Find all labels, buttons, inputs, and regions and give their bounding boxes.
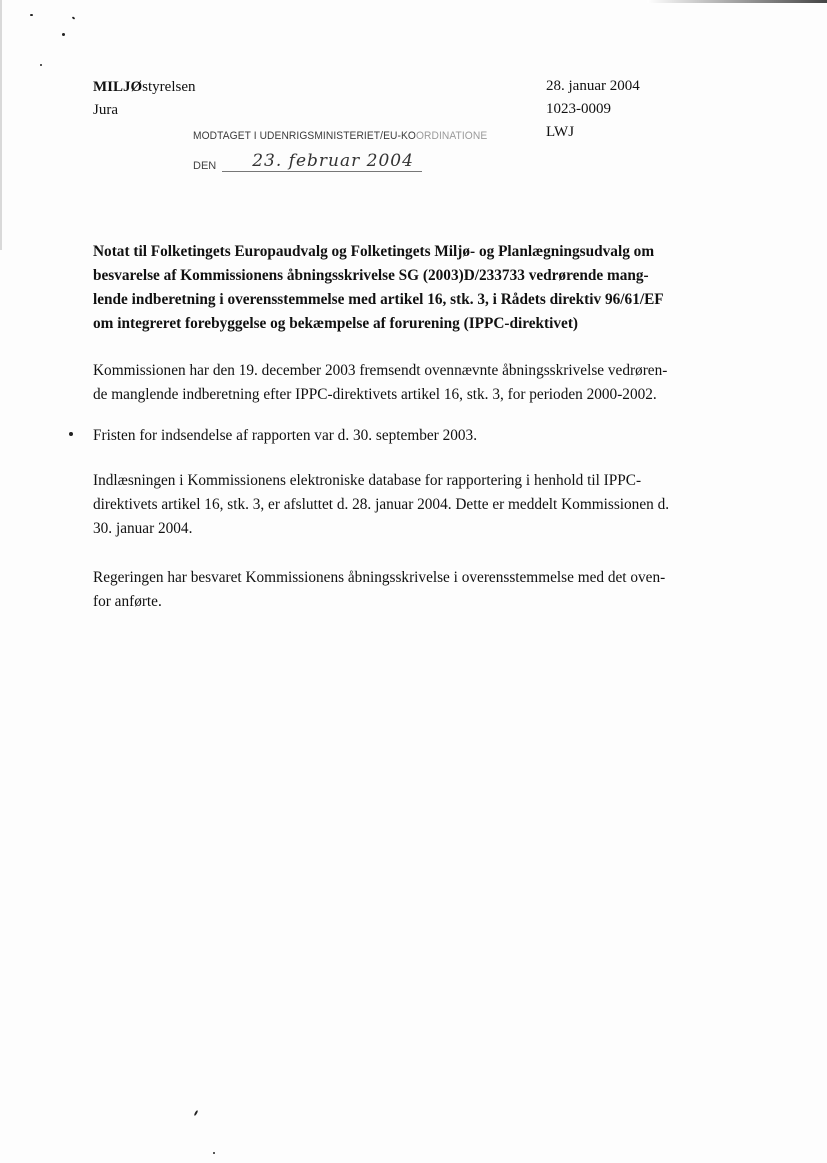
stamp-date-line bbox=[222, 149, 422, 172]
scan-speck bbox=[213, 1152, 215, 1154]
stamp-received-faded: ORDINATIONE bbox=[415, 130, 488, 142]
scan-speck bbox=[72, 16, 76, 19]
heading-line: lende indberetning i overensstemmelse med artikel 16, stk. 3, i Rådets direktiv 96/61/EF bbox=[93, 291, 664, 308]
margin-mark bbox=[69, 432, 73, 436]
stamp-date-label: DEN bbox=[193, 160, 217, 172]
scan-speck bbox=[30, 14, 33, 16]
paragraph-line: de manglende indberetning efter IPPC-direktivets artikel 16, stk. 3, for perioden 2000-2002. bbox=[93, 386, 657, 403]
paragraph-deadline bbox=[93, 424, 733, 448]
stamp-received-text bbox=[193, 130, 487, 142]
sender-org-bold: MILJØ bbox=[93, 79, 143, 95]
sender-org-rest: styrelsen bbox=[142, 79, 196, 95]
document-heading bbox=[93, 240, 733, 336]
paragraph-line: Fristen for indsendelse af rapporten var d. 30. september 2003. bbox=[93, 427, 478, 444]
paragraph-government-reply bbox=[93, 566, 733, 614]
sender-organization bbox=[93, 76, 196, 99]
scan-speck bbox=[194, 1110, 199, 1116]
stamp-received-main: MODTAGET I UDENRIGSMINISTERIET/EU-KO bbox=[193, 130, 416, 142]
document-reference: 1023-0009 bbox=[546, 101, 611, 117]
stamp-handwritten-date: 23. februar 2004 bbox=[252, 151, 414, 171]
paragraph-line: direktivets artikel 16, stk. 3, er afsluttet d. 28. januar 2004. Dette er meddelt Kommissionen d. bbox=[93, 496, 670, 513]
document-date: 28. januar 2004 bbox=[546, 78, 640, 94]
paragraph-database-upload bbox=[93, 469, 733, 541]
heading-line: besvarelse af Kommissionens åbningsskrivelse SG (2003)D/233733 vedrørende mang- bbox=[93, 267, 649, 284]
scan-edge-left bbox=[0, 0, 2, 250]
stamp-date-row bbox=[193, 149, 509, 172]
scan-speck bbox=[62, 33, 65, 36]
scan-speck bbox=[40, 64, 42, 66]
document-meta bbox=[546, 75, 640, 144]
paragraph-line: for anførte. bbox=[93, 593, 162, 610]
document-initials: LWJ bbox=[546, 124, 575, 140]
sender-department: Jura bbox=[93, 102, 118, 118]
sender-block bbox=[93, 76, 196, 122]
received-stamp bbox=[193, 130, 509, 172]
paragraph-commission-letter bbox=[93, 359, 733, 407]
paragraph-line: Indlæsningen i Kommissionens elektroniske database for rapportering i henhold til IPPC- bbox=[93, 472, 642, 489]
heading-line: om integreret forebyggelse og bekæmpelse af forurening (IPPC-direktivet) bbox=[93, 315, 579, 332]
paragraph-line: Regeringen har besvaret Kommissionens åbningsskrivelse i overensstemmelse med det oven- bbox=[93, 569, 666, 586]
scan-edge-top bbox=[647, 0, 827, 3]
paragraph-line: Kommissionen har den 19. december 2003 fremsendt ovennævnte åbningsskrivelse vedrøren- bbox=[93, 362, 668, 379]
heading-line: Notat til Folketingets Europaudvalg og Folketingets Miljø- og Planlægningsudvalg om bbox=[93, 243, 655, 260]
paragraph-line: 30. januar 2004. bbox=[93, 520, 193, 537]
